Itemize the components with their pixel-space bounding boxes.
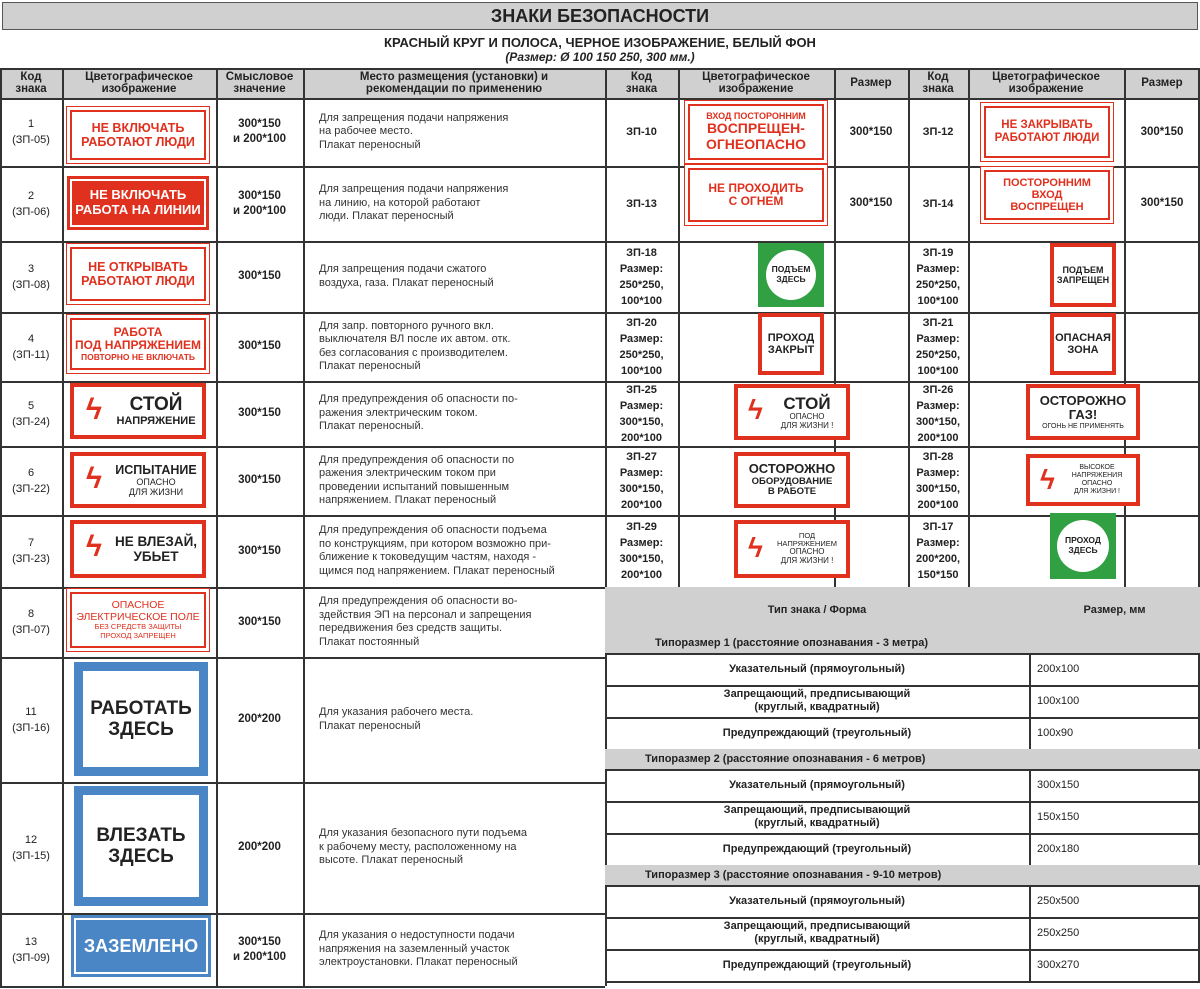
header-image-3: Цветографическое изображение <box>968 68 1124 98</box>
row-description-line: напряжением. Плакат переносный <box>319 494 497 506</box>
row-number: 4 <box>27 332 35 345</box>
row-description-line: проведении испытаний повышенным <box>319 480 510 493</box>
row-description <box>303 657 605 782</box>
mid-code-line: Размер: <box>619 332 664 345</box>
row-size-value: 300*150 <box>238 935 281 948</box>
row-description-line: Плакат постоянный <box>319 635 420 648</box>
right-code-line: ЗП-21 <box>922 316 954 329</box>
mid-code-line: Размер: <box>619 262 664 275</box>
row-description-line: к рабочему месту, расположенному на <box>319 840 517 853</box>
mid-code-line: ЗП-29 <box>626 521 657 533</box>
right-code-line: Размер: <box>916 399 960 412</box>
sign-zp14: ПОСТОРОННИМ ВХОД ВОСПРЕЩЕН <box>984 170 1110 220</box>
size-type-line: (круглый, квадратный) <box>754 701 880 713</box>
right-code-line: ЗП-26 <box>922 383 954 396</box>
right-code-line: 200*200, <box>915 553 961 565</box>
mid-code <box>605 515 678 587</box>
mid-code <box>605 166 678 241</box>
row-size <box>216 782 303 913</box>
header-size-3: Размер <box>1124 68 1200 98</box>
row-description-line: Для указания безопасного пути подъема <box>319 827 528 840</box>
row-code <box>0 913 62 986</box>
row-description <box>303 241 605 312</box>
size-group-title: Типоразмер 1 (расстояние опознавания - 3 метра) <box>605 633 1200 653</box>
row-description-line: ражения электрическим током при <box>319 467 496 479</box>
row-size-value: 200*200 <box>238 713 281 725</box>
row-number: 6 <box>27 466 35 479</box>
row-description-line: Для указания рабочего места. <box>319 706 474 718</box>
row-size-value: 300*150 <box>238 340 281 352</box>
row-description <box>303 166 605 241</box>
size-value: 100x90 <box>1037 727 1074 739</box>
sign-zp13: НЕ ПРОХОДИТЬ С ОГНЕМ <box>688 168 824 222</box>
row-description-line: воздуха, газа. Плакат переносный <box>319 276 494 289</box>
size-header-size: Размер, мм <box>1029 587 1200 633</box>
page-title: ЗНАКИ БЕЗОПАСНОСТИ <box>2 2 1198 30</box>
row-description-line: ближение к токоведущим частям, находя - <box>319 551 537 563</box>
mid-code-line: 300*150, <box>619 553 664 565</box>
right-code <box>908 166 968 241</box>
mid-code-line: Размер: <box>619 399 664 412</box>
row-description <box>303 446 605 515</box>
row-description-line: Плакат переносный <box>319 138 421 151</box>
row-code <box>0 515 62 587</box>
row-size-value: 300*150 <box>238 270 281 282</box>
right-code-line: Размер: <box>916 262 960 275</box>
header-code-2: Код знака <box>605 68 678 98</box>
mid-code <box>605 312 678 381</box>
lightning-icon: ϟ <box>748 532 763 563</box>
subtitle-size: (Размер: Ø 100 150 250, 300 мм.) <box>505 50 695 64</box>
size-value: 300x270 <box>1037 959 1080 971</box>
size-group-title: Типоразмер 3 (расстояние опознавания - 9-10 метров) <box>605 865 1200 885</box>
row-code <box>0 381 62 446</box>
sign-zp23: ϟ НЕ ВЛЕЗАЙ, УБЬЕТ <box>70 520 206 578</box>
row-description-line: Для предупреждения об опасности подъема <box>319 524 547 536</box>
size-value: 200x180 <box>1037 843 1080 855</box>
row-number: 7 <box>27 537 35 549</box>
row-size <box>216 312 303 381</box>
grid-line <box>62 68 64 986</box>
size-value: 250x500 <box>1037 895 1080 907</box>
mid-code-line: 200*100 <box>620 498 662 511</box>
sign-zp10: ВХОД ПОСТОРОННИМ ВОСПРЕЩЕН- ОГНЕОПАСНО <box>688 104 824 160</box>
row-code <box>0 657 62 782</box>
mid-code-line: 300*150, <box>619 482 664 495</box>
subtitle: КРАСНЫЙ КРУГ И ПОЛОСА, ЧЕРНОЕ ИЗОБРАЖЕНИЕ, БЕЛЫЙ ФОН <box>384 35 816 50</box>
row-description <box>303 782 605 913</box>
mid-code-line: 250*250, <box>619 348 664 361</box>
row-code-id: (ЗП-22) <box>12 482 50 495</box>
mid-size: 300*150 <box>849 197 893 209</box>
row-code <box>0 782 62 913</box>
right-code-line: Размер: <box>916 332 960 345</box>
right-code-line: 150*150 <box>917 569 959 581</box>
right-code-line: ЗП-28 <box>922 450 954 463</box>
size-type-line: (круглый, квадратный) <box>754 933 880 945</box>
row-description-line: Для предупреждения об опасности по <box>319 453 515 466</box>
row-size <box>216 98 303 166</box>
row-description-line: Для указания о недоступности подачи <box>319 929 515 942</box>
row-code-id: (ЗП-15) <box>12 849 50 862</box>
row-code-id: (ЗП-05) <box>12 134 50 146</box>
row-code-id: (ЗП-24) <box>12 415 50 428</box>
row-number: 3 <box>27 262 35 275</box>
header-meaning: Смысловое значение <box>216 68 303 98</box>
size-type <box>605 653 1029 685</box>
row-size <box>216 913 303 986</box>
row-size-value: 300*150 <box>238 407 281 419</box>
size-type-line: (круглый, квадратный) <box>754 817 880 829</box>
size-type-line: Предупреждающий (треугольный) <box>722 958 912 971</box>
right-code-line: ЗП-17 <box>922 521 954 533</box>
right-code-line: 200*100 <box>917 431 959 444</box>
mid-code-line: ЗП-25 <box>626 383 657 396</box>
row-code-id: (ЗП-06) <box>12 205 50 218</box>
grid-line <box>0 986 605 988</box>
size-group-title: Типоразмер 2 (расстояние опознавания - 6 метров) <box>605 749 1200 769</box>
row-code <box>0 312 62 381</box>
row-description-line: на рабочее место. <box>319 125 413 138</box>
sign-zp12: НЕ ЗАКРЫВАТЬ РАБОТАЮТ ЛЮДИ <box>984 106 1110 158</box>
header-code-3: Код знака <box>908 68 968 98</box>
row-description <box>303 515 605 587</box>
right-code-line: 200*100 <box>917 498 959 511</box>
header-image: Цветографическое изображение <box>62 68 216 98</box>
row-number: 2 <box>27 189 35 202</box>
sign-zp19: ПОДЪЕМ ЗАПРЕЩЕН <box>1050 243 1116 307</box>
row-size-value: и 200*100 <box>232 204 287 217</box>
right-code-line: ЗП-19 <box>922 246 954 259</box>
row-description-line: выключателя ВЛ после их автом. отк. <box>319 333 511 345</box>
row-size-value: 300*150 <box>238 615 281 628</box>
size-type-line: Указательный (прямоугольный) <box>729 778 905 791</box>
row-description <box>303 587 605 657</box>
mid-code-line: 100*100 <box>620 294 662 307</box>
row-code-id: (ЗП-23) <box>12 553 50 565</box>
mid-code-line: ЗП-18 <box>626 246 657 259</box>
size-value: 100x100 <box>1037 695 1080 707</box>
row-code-id: (ЗП-07) <box>12 624 50 636</box>
row-description-line: Для запрещения подачи напряжения <box>319 111 509 124</box>
row-size-value: 300*150 <box>238 474 281 486</box>
size-value: 250x250 <box>1037 927 1080 939</box>
sign-zp18: ПОДЪЕМ ЗДЕСЬ <box>758 243 824 307</box>
row-description-line: по конструкциям, при котором возможно при- <box>319 537 551 550</box>
row-description-line: Для запрещения подачи напряжения <box>319 183 509 196</box>
row-description-line: Плакат переносный <box>319 719 421 732</box>
sign-zp11: РАБОТА ПОД НАПРЯЖЕНИЕМ ПОВТОРНО НЕ ВКЛЮЧАТЬ <box>70 318 206 370</box>
sign-zp22: ϟ ИСПЫТАНИЕ ОПАСНО ДЛЯ ЖИЗНИ <box>70 452 206 508</box>
right-code-line: 250*250, <box>915 348 961 361</box>
row-number: 12 <box>24 833 38 846</box>
size-type-line: Запрещающий, предписывающий <box>723 804 911 816</box>
row-size <box>216 166 303 241</box>
sign-zp09: ЗАЗЕМЛЕНО <box>74 918 208 974</box>
right-code-line: 300*150, <box>915 415 961 428</box>
row-description-line: Для предупреждения об опасности по- <box>319 393 518 406</box>
size-header-type: Тип знака / Форма <box>605 587 1029 633</box>
mid-size: 300*150 <box>849 125 893 138</box>
row-code-id: (ЗП-11) <box>12 348 50 361</box>
sign-zp05: НЕ ВКЛЮЧАТЬ РАБОТАЮТ ЛЮДИ <box>70 110 206 160</box>
size-type <box>605 717 1029 749</box>
row-description-line: передвижения без средств защиты. <box>319 622 503 634</box>
row-size <box>216 515 303 587</box>
row-description-line: без согласования с производителем. <box>319 346 508 359</box>
sign-zp07: ОПАСНОЕ ЭЛЕКТРИЧЕСКОЕ ПОЛЕ БЕЗ СРЕДСТВ ЗАЩИТЫ ПРОХОД ЗАПРЕЩЕН <box>70 592 206 648</box>
size-type <box>605 885 1029 917</box>
row-description-line: на линию, на которой работают <box>319 196 481 209</box>
lightning-icon: ϟ <box>86 530 102 563</box>
row-size <box>216 446 303 515</box>
row-description-line: электроустановки. Плакат переносный <box>319 956 518 969</box>
sign-zp26: ОСТОРОЖНО ГАЗ! ОГОНЬ НЕ ПРИМЕНЯТЬ <box>1026 384 1140 440</box>
lightning-icon: ϟ <box>748 394 763 425</box>
sign-zp16: РАБОТАТЬ ЗДЕСЬ <box>74 662 208 776</box>
row-code <box>0 446 62 515</box>
size-type-line: Запрещающий, предписывающий <box>723 688 911 700</box>
size-type-line: Предупреждающий (треугольный) <box>722 726 912 739</box>
size-type <box>605 949 1029 981</box>
row-description-line: высоте. Плакат переносный <box>319 854 463 867</box>
mid-code-line: 100*100 <box>620 364 662 377</box>
sign-zp25: ϟ СТОЙ ОПАСНО ДЛЯ ЖИЗНИ ! <box>734 384 850 440</box>
sign-zp21: ОПАСНАЯ ЗОНА <box>1050 313 1116 375</box>
right-code <box>908 446 968 515</box>
lightning-icon: ϟ <box>1040 464 1055 495</box>
size-value: 300x150 <box>1037 779 1080 791</box>
header-image-2: Цветографическое изображение <box>678 68 834 98</box>
grid-line <box>0 68 1200 70</box>
right-size: 300*150 <box>1140 125 1184 138</box>
row-size-value: и 200*100 <box>232 133 287 145</box>
size-value: 200x100 <box>1037 663 1080 675</box>
header-size-2: Размер <box>834 68 908 98</box>
size-type <box>605 917 1029 949</box>
right-code <box>908 98 968 166</box>
row-size-value: 200*200 <box>238 841 281 853</box>
row-description-line: ражения электрическим током. <box>319 406 478 419</box>
row-code <box>0 166 62 241</box>
right-code-line: 250*250, <box>915 278 961 291</box>
right-code <box>908 381 968 446</box>
right-code <box>908 312 968 381</box>
row-description-line: Для предупреждения об опасности во- <box>319 595 518 607</box>
row-description-line: Плакат переносный. <box>319 420 424 433</box>
grid-line <box>605 446 1200 448</box>
row-code <box>0 98 62 166</box>
sign-zp17: ПРОХОД ЗДЕСЬ <box>1050 513 1116 579</box>
sign-zp06: НЕ ВКЛЮЧАТЬ РАБОТА НА ЛИНИИ <box>70 179 206 227</box>
size-type-line: Указательный (прямоугольный) <box>729 662 905 675</box>
row-description-line: здействия ЭП на персонал и запрещения <box>319 608 532 621</box>
grid-line <box>605 381 1200 383</box>
size-type-line: Запрещающий, предписывающий <box>723 920 911 932</box>
row-description <box>303 98 605 166</box>
row-size <box>216 657 303 782</box>
row-description <box>303 381 605 446</box>
mid-code-line: 200*100 <box>620 569 662 581</box>
mid-code <box>605 241 678 312</box>
mid-code-line: Размер: <box>619 537 664 549</box>
mid-code <box>605 446 678 515</box>
row-code-id: (ЗП-09) <box>12 951 50 964</box>
mid-code-line: ЗП-13 <box>626 197 657 210</box>
row-size <box>216 587 303 657</box>
row-description-line: люди. Плакат переносный <box>319 210 454 223</box>
size-type-line: Предупреждающий (треугольный) <box>722 842 912 855</box>
header-code: Код знака <box>0 68 62 98</box>
mid-code <box>605 381 678 446</box>
size-type-line: Указательный (прямоугольный) <box>729 894 905 907</box>
row-number: 5 <box>27 399 35 412</box>
lightning-icon: ϟ <box>86 462 102 495</box>
row-description-line: щимся под напряжением. Плакат переносный <box>319 564 555 577</box>
row-description-line: напряжения на заземленный участок <box>319 942 510 955</box>
row-number: 13 <box>24 935 38 948</box>
row-code-id: (ЗП-08) <box>12 278 50 291</box>
row-size-value: 300*150 <box>238 544 281 557</box>
mid-code-line: 200*100 <box>620 431 662 444</box>
row-size-value: и 200*100 <box>232 950 287 963</box>
grid-line <box>968 68 970 587</box>
row-code <box>0 241 62 312</box>
row-number: 11 <box>25 705 37 718</box>
mid-code-line: Размер: <box>619 466 664 479</box>
size-type <box>605 833 1029 865</box>
row-description-line: Плакат переносный <box>319 360 421 372</box>
right-code-line: 100*100 <box>917 294 959 307</box>
row-size-value: 300*150 <box>238 118 281 130</box>
row-number: 1 <box>27 118 35 130</box>
mid-code <box>605 98 678 166</box>
row-description <box>303 312 605 381</box>
mid-code-line: ЗП-27 <box>626 450 657 463</box>
grid-line <box>678 68 680 587</box>
mid-code-line: 250*250, <box>619 278 664 291</box>
row-description-line: Для запр. повторного ручного вкл. <box>319 319 494 332</box>
header-place: Место размещения (установки) и рекомендации по применению <box>303 68 605 98</box>
row-number: 8 <box>27 608 35 620</box>
size-value: 150x150 <box>1037 811 1080 823</box>
sign-zp28: ϟ ВЫСОКОЕ НАПРЯЖЕНИЯ ОПАСНО ДЛЯ ЖИЗНИ ! <box>1026 454 1140 506</box>
row-description <box>303 913 605 986</box>
right-code <box>908 515 968 587</box>
sign-zp24: ϟ СТОЙ НАПРЯЖЕНИЕ <box>70 383 206 439</box>
sign-zp08: НЕ ОТКРЫВАТЬ РАБОТАЮТ ЛЮДИ <box>70 247 206 301</box>
row-code-id: (ЗП-16) <box>12 721 50 734</box>
right-size: 300*150 <box>1140 197 1184 209</box>
sign-zp29: ϟ ПОД НАПРЯЖЕНИЕМ ОПАСНО ДЛЯ ЖИЗНИ ! <box>734 520 850 578</box>
size-type <box>605 685 1029 717</box>
lightning-icon: ϟ <box>86 393 102 426</box>
row-size-value: 300*150 <box>238 189 281 202</box>
mid-code-line: ЗП-10 <box>626 126 657 138</box>
right-code-line: 300*150, <box>915 482 961 495</box>
right-code-line: ЗП-14 <box>922 197 954 210</box>
grid-line <box>605 981 1200 983</box>
right-code <box>908 241 968 312</box>
row-size <box>216 381 303 446</box>
right-code-line: ЗП-12 <box>922 126 954 138</box>
mid-code-line: 300*150, <box>619 415 664 428</box>
size-type <box>605 769 1029 801</box>
right-code-line: Размер: <box>916 466 960 479</box>
right-code-line: 100*100 <box>917 364 959 377</box>
sign-zp15: ВЛЕЗАТЬ ЗДЕСЬ <box>74 786 208 906</box>
sign-zp27: ОСТОРОЖНО ОБОРУДОВАНИЕ В РАБОТЕ <box>734 452 850 508</box>
size-type <box>605 801 1029 833</box>
row-code <box>0 587 62 657</box>
right-code-line: Размер: <box>916 537 960 549</box>
row-size <box>216 241 303 312</box>
row-description-line: Для запрещения подачи сжатого <box>319 263 487 275</box>
sign-zp20: ПРОХОД ЗАКРЫТ <box>758 313 824 375</box>
mid-code-line: ЗП-20 <box>626 316 657 329</box>
